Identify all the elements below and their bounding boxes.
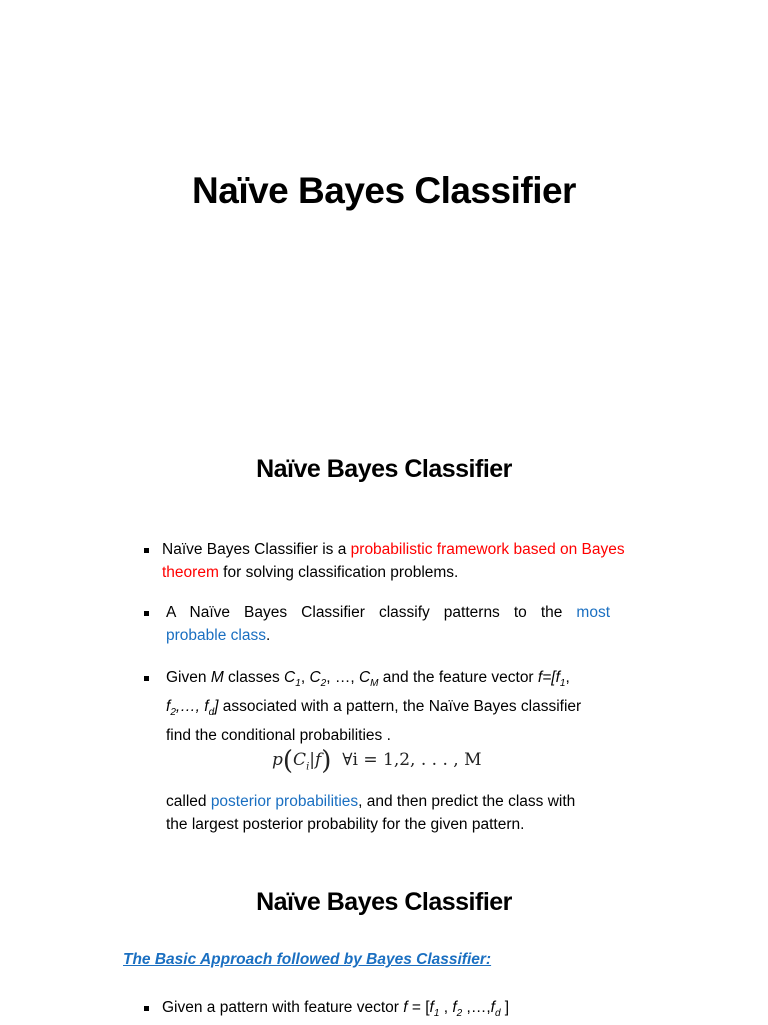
- subscript: 2: [456, 1008, 463, 1020]
- bullet-probabilistic-framework: [162, 538, 652, 584]
- bullet-marker: [144, 611, 149, 616]
- math-var: C: [358, 669, 371, 686]
- bullet-text: Given a pattern with feature vector: [162, 999, 404, 1016]
- subscript: 2: [170, 707, 176, 719]
- bullet-text: and the feature vector: [378, 669, 538, 686]
- posterior-explanation: [166, 790, 626, 836]
- slide2-title: Naïve Bayes Classifier: [256, 455, 512, 483]
- bullet-most-probable-class: [166, 601, 610, 647]
- bullet-text: …,: [334, 669, 355, 686]
- math-var: ∀i = 1,2, . . . , M: [342, 750, 482, 770]
- subscript: 1: [559, 678, 566, 690]
- bullet-text: classes: [223, 669, 285, 686]
- bullet-text: ,: [439, 999, 453, 1016]
- highlight-text: most: [576, 604, 610, 621]
- bullet-marker: [144, 676, 149, 681]
- bullet-text: .: [265, 627, 271, 644]
- slide3-title: Naïve Bayes Classifier: [256, 888, 512, 916]
- math-var: M: [210, 669, 224, 686]
- math-var: f: [429, 999, 434, 1016]
- subscript: 2: [320, 678, 327, 690]
- math-var: [284, 669, 301, 690]
- math-var: [490, 999, 501, 1020]
- math-var: [452, 999, 463, 1020]
- math-var: [166, 698, 219, 719]
- math-var: f: [403, 999, 408, 1016]
- math-var: ,…, f: [175, 698, 209, 716]
- subscript: d: [208, 707, 215, 719]
- math-var: f: [490, 999, 495, 1016]
- bullet-text: for solving classification problems.: [218, 564, 459, 581]
- math-var: f: [315, 750, 322, 770]
- math-var: [309, 669, 327, 690]
- math-var: p: [272, 750, 283, 770]
- bullet-text: A Naïve Bayes Classifier classify patterns to the: [166, 604, 577, 621]
- math-var: f: [452, 999, 457, 1016]
- slide3-subtitle: The Basic Approach followed by Bayes Classifier:: [123, 951, 492, 968]
- math-var: C: [284, 669, 296, 686]
- math-var: [429, 999, 440, 1020]
- math-var: C: [309, 669, 321, 686]
- paren-open: (: [282, 746, 294, 776]
- bullet-text: , and then predict the class with: [358, 793, 576, 810]
- bullet-text: find the conditional probabilities .: [166, 727, 391, 745]
- bullet-conditional-probabilities: Given M classes $C_1$, $C_2$, …, $C_M$ and the feature vector $f=[f_1$, $f_2,\dots$, $f_d$] associated with a pattern, the Naïve Bayes classifier find the conditional probabilities .: [166, 666, 618, 747]
- slide1-title: Naïve Bayes Classifier: [192, 170, 576, 211]
- bullet-marker: [144, 548, 149, 553]
- bullet-text: = [: [407, 999, 430, 1016]
- subscript: d: [494, 1008, 501, 1020]
- posterior-formula: [272, 746, 482, 776]
- math-var: ]: [214, 698, 219, 716]
- highlight-text: probable class: [166, 627, 266, 644]
- bullet-text: Given: [166, 669, 211, 686]
- subscript: M: [370, 678, 379, 690]
- highlight-text: posterior probabilities: [210, 793, 359, 810]
- math-var: f=[f: [537, 669, 560, 686]
- bullet-text: the largest posterior probability for the given pattern.: [166, 816, 525, 833]
- math-var: |: [309, 750, 315, 770]
- bullet-text: ]: [500, 999, 510, 1016]
- subscript: 1: [433, 1008, 440, 1020]
- math-var: i: [306, 761, 310, 773]
- math-var: [358, 669, 379, 690]
- bullet-text: ,…,: [462, 999, 491, 1016]
- bullet-text: called: [166, 793, 211, 810]
- math-var: C: [293, 750, 307, 770]
- highlight-text: probabilistic framework based on Bayes: [350, 541, 625, 558]
- bullet-marker: [144, 1006, 149, 1011]
- math-var: [537, 669, 566, 690]
- subscript: 1: [295, 678, 301, 690]
- bullet-text: associated with a pattern, the Naïve Bayes classifier: [218, 698, 582, 716]
- highlight-text: theorem: [162, 564, 219, 581]
- bullet-text: Naïve Bayes Classifier is a: [162, 541, 351, 558]
- bullet-feature-vector: [162, 996, 509, 1025]
- paren-close: ): [321, 746, 332, 776]
- math-var: f: [166, 698, 171, 716]
